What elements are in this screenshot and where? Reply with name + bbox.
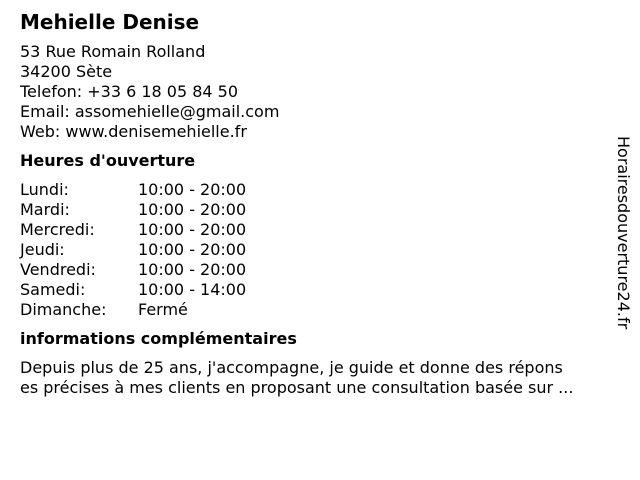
day-label: Jeudi: — [20, 240, 65, 259]
hours-row-friday — [20, 260, 620, 280]
day-label: Mercredi: — [20, 220, 95, 239]
hours-row-wednesday — [20, 220, 620, 240]
day-label: Lundi: — [20, 180, 69, 199]
hours-row-monday — [20, 180, 620, 200]
additional-info-title: informations complémentaires — [20, 329, 297, 348]
day-label: Samedi: — [20, 280, 86, 299]
opening-hours-title: Heures d'ouverture — [20, 151, 196, 170]
time-value: 10:00 - 20:00 — [138, 260, 247, 279]
description-line-1: Depuis plus de 25 ans, j'accompagne, je guide et donne des répons — [20, 358, 563, 377]
opening-hours-table — [20, 180, 620, 320]
web-line: Web: www.denisemehielle.fr — [20, 122, 247, 141]
description-line-2: es précises à mes clients en proposant une consultation basée sur ... — [20, 378, 574, 397]
site-watermark: Horairesdouverture24.fr — [614, 136, 633, 330]
address-city: 34200 Sète — [20, 62, 113, 81]
business-name: Mehielle Denise — [20, 10, 200, 34]
hours-row-tuesday — [20, 200, 620, 220]
phone-line: Telefon: +33 6 18 05 84 50 — [20, 82, 239, 101]
time-value: 10:00 - 20:00 — [138, 180, 247, 199]
address-street: 53 Rue Romain Rolland — [20, 42, 206, 61]
hours-row-saturday — [20, 280, 620, 300]
business-card — [20, 8, 620, 398]
time-value: 10:00 - 14:00 — [138, 280, 247, 299]
hours-row-sunday — [20, 300, 620, 320]
day-label: Vendredi: — [20, 260, 96, 279]
email-line: Email: assomehielle@gmail.com — [20, 102, 280, 121]
day-label: Dimanche: — [20, 300, 107, 319]
time-value: 10:00 - 20:00 — [138, 240, 247, 259]
day-label: Mardi: — [20, 200, 70, 219]
time-value: 10:00 - 20:00 — [138, 220, 247, 239]
hours-row-thursday — [20, 240, 620, 260]
time-value: Fermé — [138, 300, 188, 319]
time-value: 10:00 - 20:00 — [138, 200, 247, 219]
